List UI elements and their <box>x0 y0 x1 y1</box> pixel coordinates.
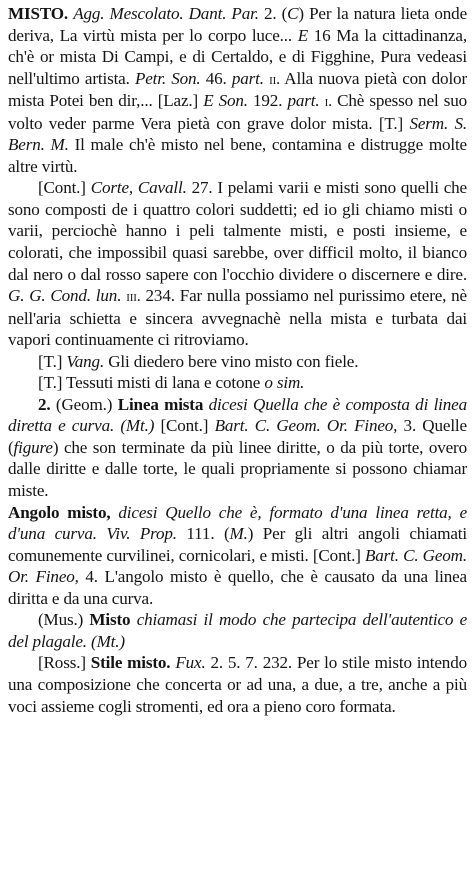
entry-paragraph <box>8 609 467 652</box>
italic-text: Fux. <box>175 653 206 673</box>
plain-text: ) che son terminate da più linee diritte, o da più torte, overo dalle diritte e dalle torte, le quali propriamente si possono chiamar miste. <box>8 437 467 501</box>
italic-text: part. <box>287 91 320 111</box>
bold-text: 2. <box>38 394 51 414</box>
italic-text: Bart. C. Geom. Or. Fineo, <box>8 545 467 587</box>
plain-text: ) Per la natura lieta onde deriva, La virtù mista per lo corpo luce... <box>8 4 468 45</box>
italic-text: Serm. S. Bern. M. <box>8 113 467 155</box>
entry-paragraph <box>8 351 467 373</box>
italic-text: C <box>287 4 299 23</box>
italic-text: o sim. <box>264 373 305 393</box>
plain-text: [Cont.] <box>154 416 215 436</box>
plain-text: 111. ( <box>176 524 230 544</box>
plain-text: 3. Quelle ( <box>8 416 467 457</box>
entry-paragraph <box>8 177 467 350</box>
plain-text: 16 Ma la cittadinanza, ch'è or mista Di Campi, e di Certaldo, e di Figghine, Pura vedeasi nell'ultimo artista. <box>8 25 467 88</box>
plain-text: Gli diedero bere vino misto con fiele. <box>104 351 359 371</box>
plain-text: 234. Far nulla possiamo nel purissimo etere, nè nell'aria schietta e sincera avvegnachè nella mista e turbata dai vapori continuamente ci ritroviamo. <box>8 286 467 350</box>
plain-text: 46. <box>200 68 232 88</box>
plain-text: 192. <box>247 91 288 111</box>
italic-text: dicesi Quella che è composta di linea diretta e curva. (Mt.) <box>8 394 467 436</box>
plain-text: 27. I pelami varii e misti sono quelli che sono composti de i quattro colori suddetti; ed io gli chiamo misti o varii, perciochè hanno i peli talmente misti, e posti insieme, e colorati, che impossibil quasi sarebbe, over difficil molto, il bianco dal nero o dal rosso sapere con l'occhio dividere o discernere e dire. <box>8 178 467 284</box>
italic-text: M. <box>229 524 248 544</box>
italic-text: figure <box>13 437 53 457</box>
italic-text: Vang. <box>66 351 105 371</box>
plain-text: [T.] Tessuti misti di lana e cotone <box>38 373 265 393</box>
italic-text: E Son. <box>203 91 248 111</box>
bold-text: Angolo misto, <box>8 502 111 522</box>
plain-text: Alla nuova pietà con dolor mista Potei ben dir,... [Laz.] <box>8 68 467 111</box>
plain-text: 2. ( <box>258 4 288 23</box>
plain-text: [Cont.] <box>38 178 91 198</box>
italic-text: Agg. Mescolato. Dant. Par. <box>73 4 259 23</box>
entry-paragraph <box>8 372 467 394</box>
italic-text: Bart. C. Geom. Or. Fineo, <box>214 416 398 436</box>
bold-text: Linea mista <box>117 394 204 414</box>
entry-paragraph <box>8 3 467 177</box>
headword: MISTO. <box>8 4 69 23</box>
italic-text: E <box>297 25 309 45</box>
italic-text: dicesi Quello che è, formato d'una linea retta, e d'una curva. Viv. Prop. <box>8 502 468 544</box>
entry-paragraph <box>8 652 467 717</box>
plain-text: 2. 5. 7. 232. Per lo stile misto intendo una composizione che concerta or ad una, a due, a tre, anche a più voci assieme cogli stromenti, ed ora a pieno coro formata. <box>8 653 467 716</box>
plain-text: Chè spesso nel suo volto veder parme Vera pietà con grave dolor mista. [T.] <box>8 91 468 133</box>
italic-text: Petr. Son. <box>134 68 201 88</box>
italic-text: G. G. Cond. lun. <box>8 286 122 306</box>
dictionary-entry-misto <box>8 3 467 717</box>
bold-text: Misto <box>89 610 131 630</box>
plain-text: [Ross.] <box>38 653 91 673</box>
italic-text: Corte, Cavall. <box>90 178 187 198</box>
plain-text: (Mus.) <box>38 610 90 630</box>
bold-text: Stile misto. <box>90 653 171 673</box>
plain-text: Il male ch'è misto nel bene, contamina e distrugge molte altre virtù. <box>8 135 467 176</box>
plain-text: 4. L'angolo misto è quello, che è causato da una linea diritta e da una curva. <box>8 567 467 608</box>
small-caps-text: ii. <box>269 69 281 88</box>
italic-text: part. <box>231 68 264 88</box>
entry-paragraph <box>8 394 467 502</box>
small-caps-text: iii. <box>126 287 141 306</box>
small-caps-text: i. <box>324 92 333 111</box>
plain-text: [T.] <box>38 351 67 371</box>
plain-text: (Geom.) <box>50 394 118 414</box>
plain-text: ) Per gli altri angoli chiamati comunemente curvilinei, cornicolari, e misti. [Cont.] <box>8 524 467 565</box>
entry-paragraph <box>8 502 467 610</box>
italic-text: chiamasi il modo che partecipa dell'autentico e del plagale. (Mt.) <box>8 610 468 651</box>
